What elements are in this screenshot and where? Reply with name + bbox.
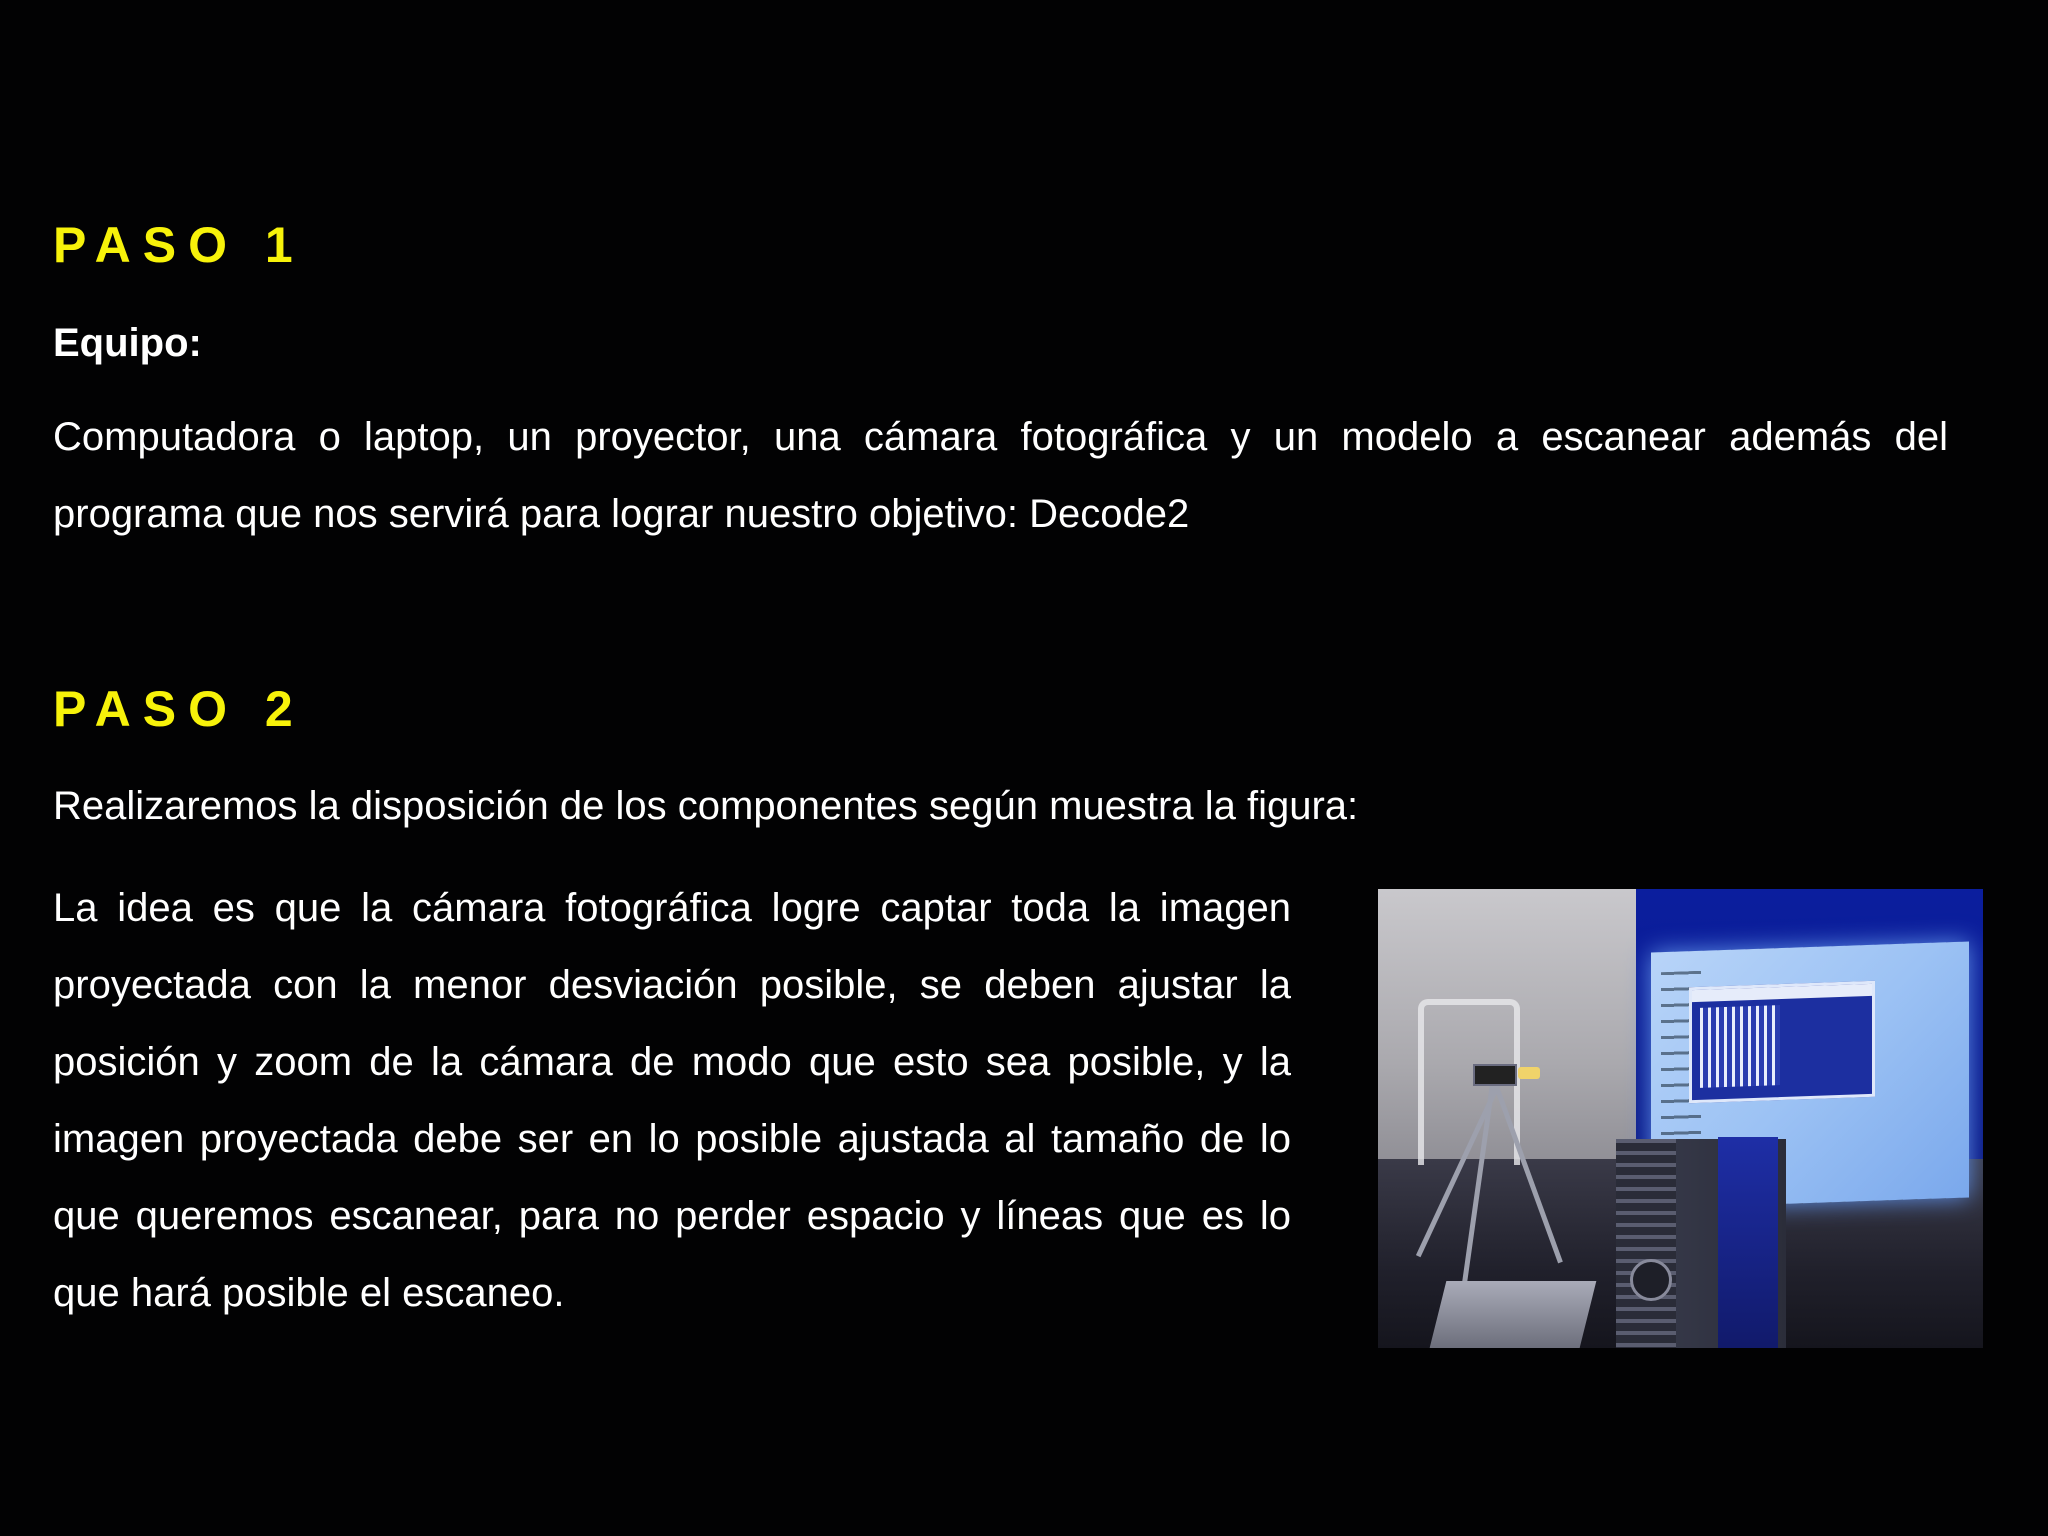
step-1-title: PASO 1 xyxy=(53,217,305,273)
camera-light xyxy=(1518,1067,1540,1079)
equipment-label: Equipo: xyxy=(53,321,202,365)
setup-intro: Realizaremos la disposición de los componentes según muestra la figura: xyxy=(53,784,1359,828)
setup-description: La idea es que la cámara fotográfica logre captar toda la imagen proyectada con la menor desviación posible, se deben ajustar la posición y zoom de la cámara de modo que esto sea posible, y la imagen proyectada debe ser en lo posible ajustada al tamaño de lo que queremos escanear, para no perder espacio y líneas que es lo que hará posible el escaneo. xyxy=(53,886,1291,1315)
projected-stripes xyxy=(1700,1005,1780,1088)
projector xyxy=(1430,1281,1597,1348)
projected-window xyxy=(1689,981,1875,1103)
camera xyxy=(1473,1064,1517,1086)
fan-icon xyxy=(1630,1259,1672,1301)
step-2-title: PASO 2 xyxy=(53,681,305,737)
monitor xyxy=(1718,1137,1778,1348)
setup-photo xyxy=(1378,889,1983,1348)
equipment-description: Computadora o laptop, un proyector, una cámara fotográfica y un modelo a escanear además del programa que nos servirá para lograr nuestro objetivo: Decode2 xyxy=(53,415,1948,536)
